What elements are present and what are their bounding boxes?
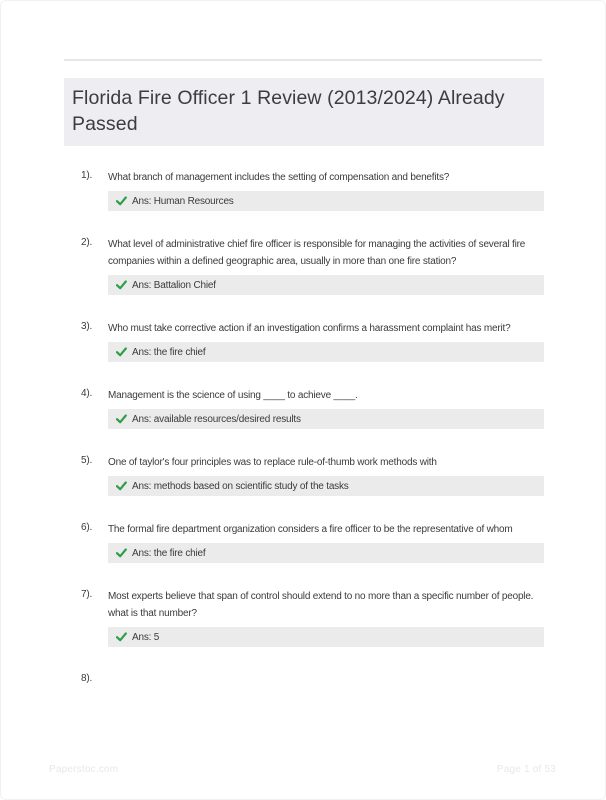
question-item-8: [64, 672, 544, 689]
check-icon: [116, 347, 127, 357]
page-title: Florida Fire Officer 1 Review (2013/2024) Already Passed: [72, 87, 505, 135]
answer-text: Ans: 5: [132, 631, 160, 643]
question-text: The formal fire department organization considers a fire officer to be the representative of whom: [108, 524, 513, 535]
question-text: What branch of management includes the setting of compensation and benefits?: [108, 172, 450, 183]
top-divider: [64, 59, 542, 61]
check-icon: [116, 548, 127, 558]
answer-text: Ans: Battalion Chief: [132, 279, 216, 291]
question-item-6: [64, 521, 544, 563]
footer-page-indicator: Page 1 of 53: [496, 764, 556, 775]
question-text: What level of administrative chief fire officer is responsible for managing the activities of several fire companies within a defined geographic area, usually in more than one fire station?: [108, 239, 526, 267]
question-number: 7).: [81, 589, 93, 600]
question-text: One of taylor's four principles was to replace rule-of-thumb work methods with: [108, 457, 437, 468]
question-item-2: [64, 236, 544, 295]
question-item-5: [64, 454, 544, 496]
answer-bar: [108, 275, 544, 295]
question-text: Who must take corrective action if an investigation confirms a harassment complaint has merit?: [108, 323, 511, 334]
answer-bar: [108, 342, 544, 362]
question-text: Most experts believe that span of control should extend to no more than a specific number of people. what is that number?: [108, 591, 534, 619]
answer-bar: [108, 191, 544, 211]
check-icon: [116, 280, 127, 290]
answer-bar: [108, 543, 544, 563]
check-icon: [116, 196, 127, 206]
question-item-1: [64, 169, 544, 211]
question-item-4: [64, 387, 544, 429]
page-footer: [49, 764, 556, 775]
question-number: 6).: [81, 522, 93, 533]
answer-text: Ans: the fire chief: [132, 547, 206, 559]
question-item-3: [64, 320, 544, 362]
question-number: 8).: [81, 673, 93, 684]
question-item-7: [64, 588, 544, 647]
answer-bar: [108, 476, 544, 496]
title-block: [64, 78, 544, 146]
question-text: Management is the science of using ____ to achieve ____.: [108, 390, 358, 401]
question-number: 1).: [81, 170, 93, 181]
answer-bar: [108, 627, 544, 647]
question-number: 4).: [81, 388, 93, 399]
question-number: 5).: [81, 455, 93, 466]
answer-text: Ans: available resources/desired results: [132, 413, 301, 425]
footer-site-watermark: Paperstoc.com: [49, 764, 119, 775]
check-icon: [116, 632, 127, 642]
question-number: 2).: [81, 237, 93, 248]
answer-text: Ans: Human Resources: [132, 195, 234, 207]
question-number: 3).: [81, 321, 93, 332]
question-list: [64, 161, 544, 714]
answer-text: Ans: the fire chief: [132, 346, 206, 358]
answer-text: Ans: methods based on scientific study of the tasks: [132, 480, 349, 492]
check-icon: [116, 481, 127, 491]
answer-bar: [108, 409, 544, 429]
check-icon: [116, 414, 127, 424]
